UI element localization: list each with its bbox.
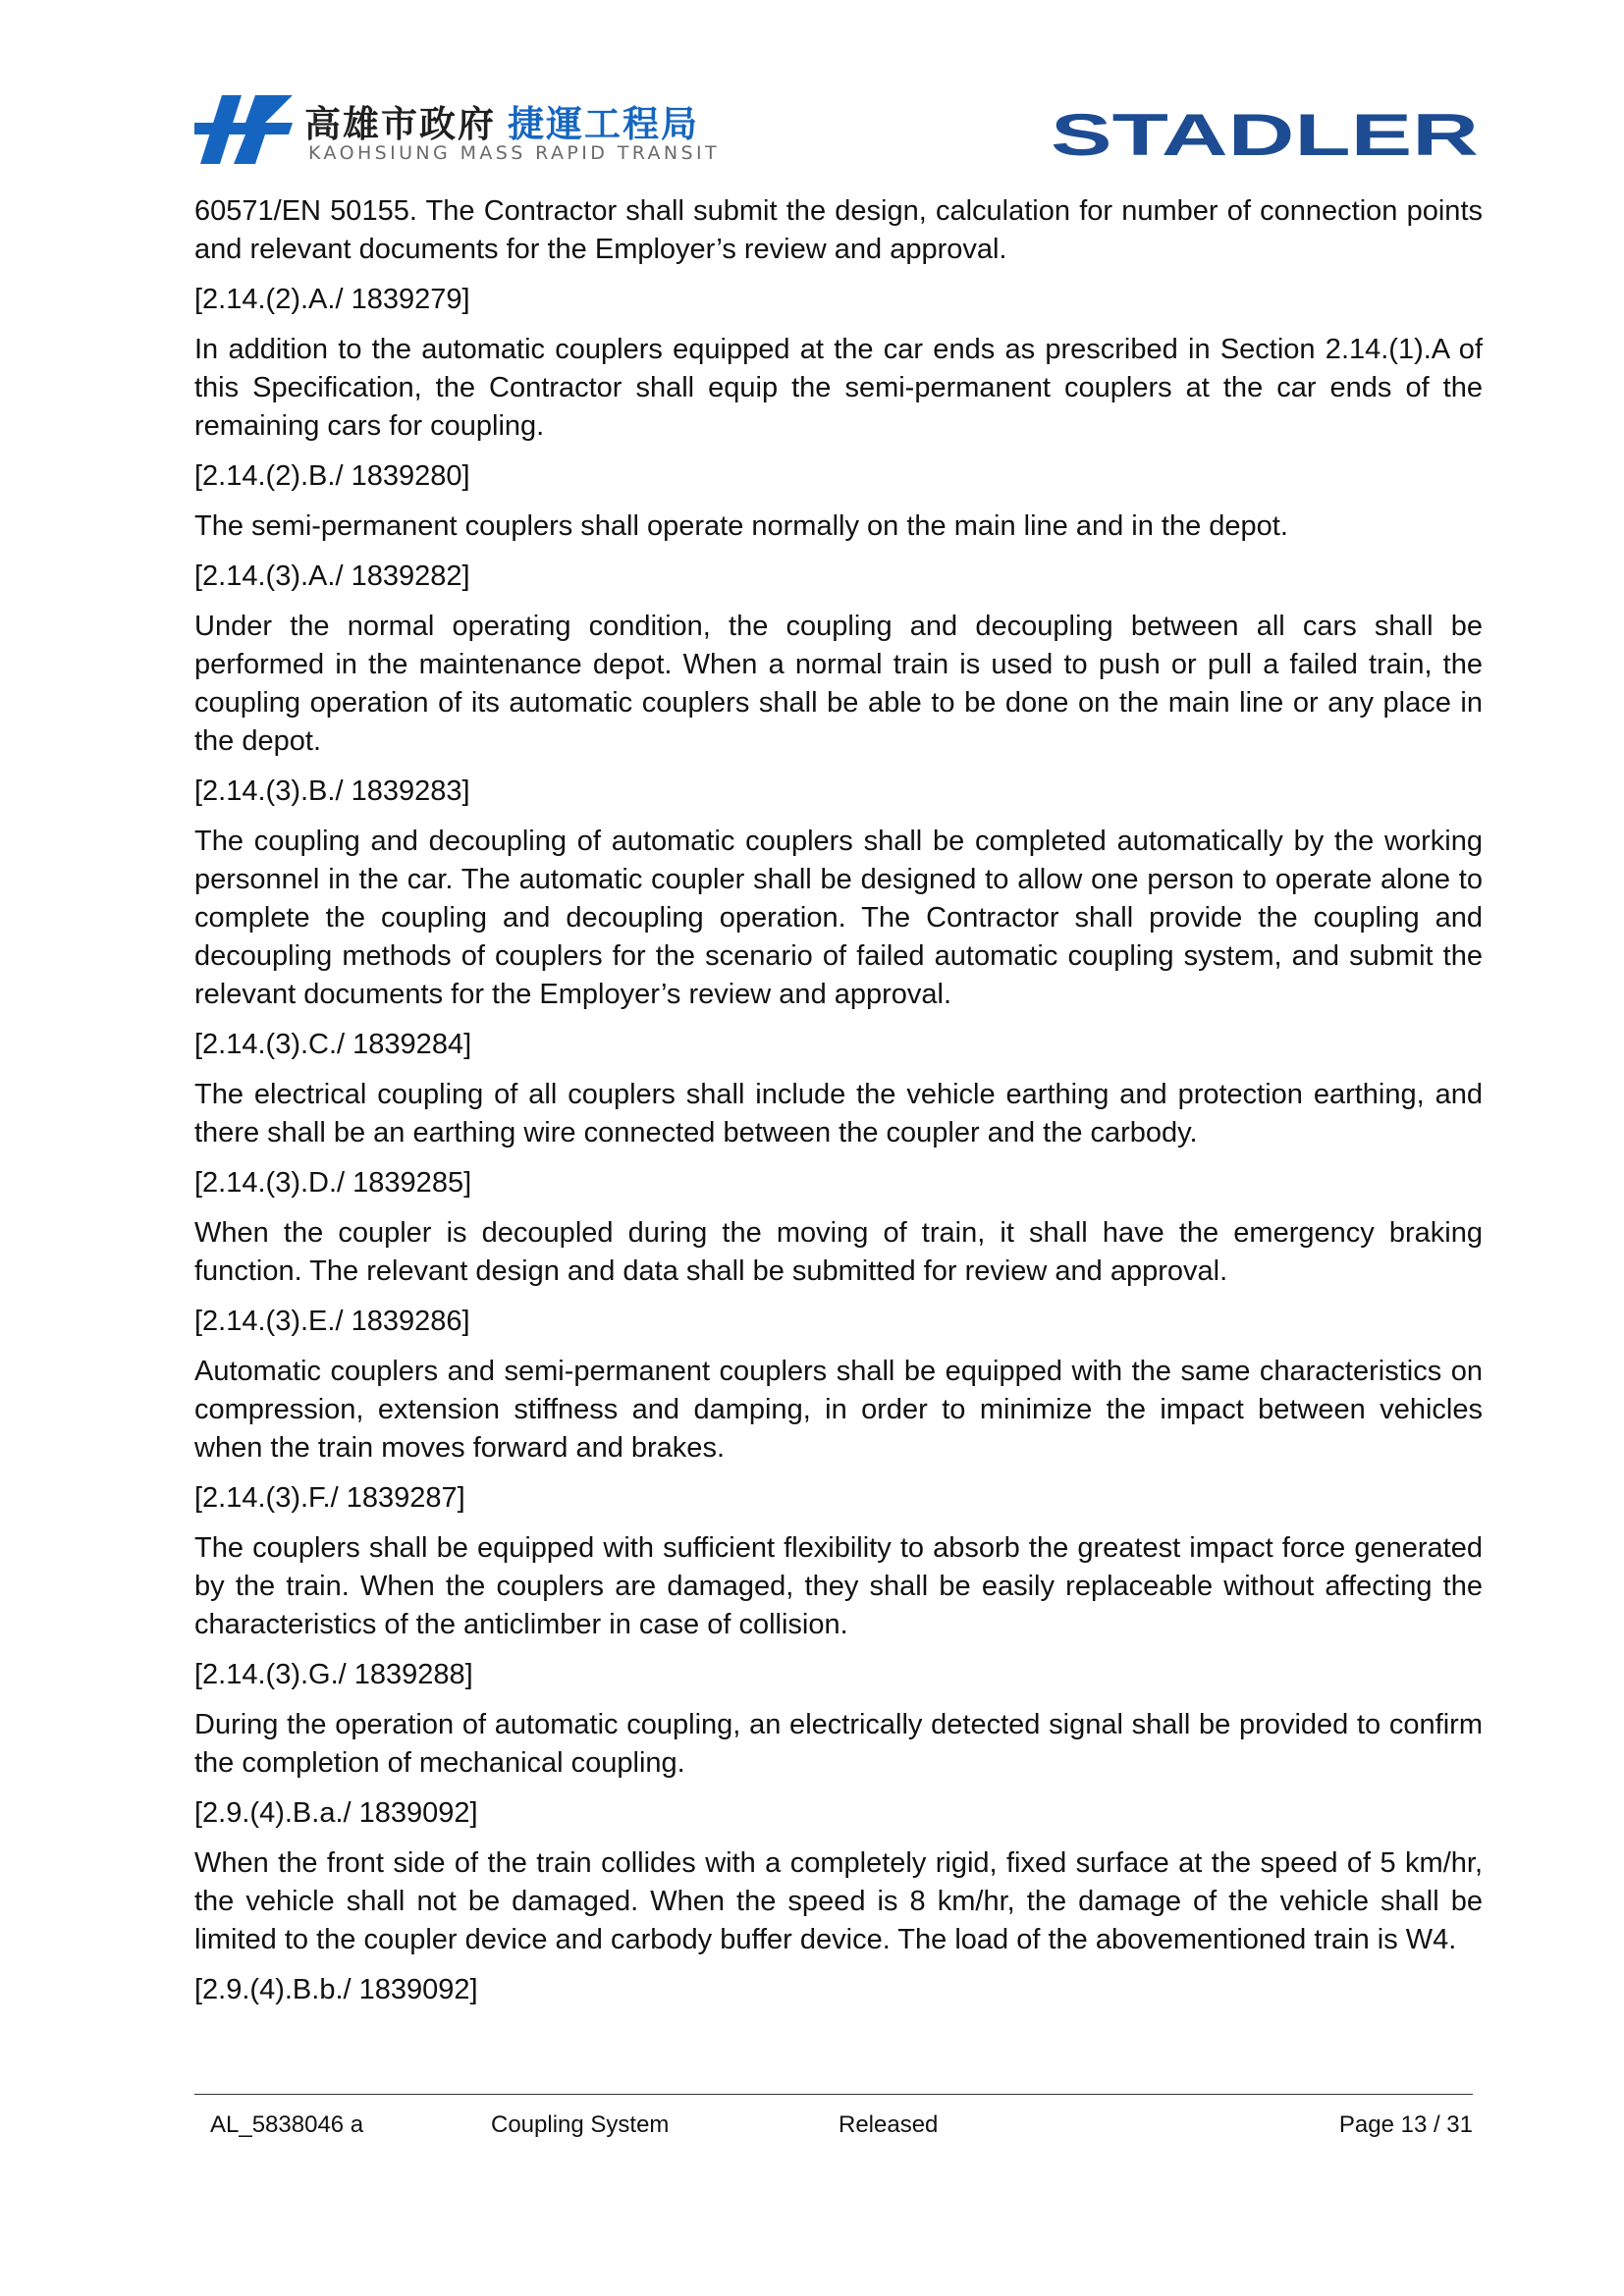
stadler-wordmark: STADLER — [1051, 106, 1479, 161]
requirement-reference: [2.14.(3).C./ 1839284] — [194, 1029, 472, 1060]
body-paragraph: Under the normal operating condition, the coupling and decoupling between all cars shall be performed in the maintenance depot. When a normal train is used to push or pull a failed train, the coupling operation of its automatic couplers shall be able to be done on the main line or any place in the depot. — [194, 611, 1483, 757]
requirement-reference: [2.14.(3).D./ 1839285] — [194, 1167, 472, 1199]
requirement-reference: [2.14.(3).G./ 1839288] — [194, 1659, 473, 1690]
body-paragraph: The semi-permanent couplers shall operate normally on the main line and in the depot. — [194, 510, 1288, 542]
body-paragraph: In addition to the automatic couplers equipped at the car ends as prescribed in Section 2.14.(1).A of this Specification, the Contractor shall equip the semi-permanent couplers at the car ends of the remaining cars for coupling. — [194, 334, 1483, 442]
body-paragraph: The couplers shall be equipped with sufficient flexibility to absorb the greatest impact force generated by the train. When the couplers are damaged, they shall be easily replaceable without affecting the characteristics of the anticlimber in case of collision. — [194, 1532, 1483, 1640]
body-paragraph: The electrical coupling of all couplers shall include the vehicle earthing and protection earthing, and there shall be an earthing wire connected between the coupler and the carbody. — [194, 1079, 1483, 1148]
page-header — [0, 0, 1624, 182]
requirement-reference: [2.9.(4).B.a./ 1839092] — [194, 1797, 478, 1829]
kmrt-english-name: KAOHSIUNG MASS RAPID TRANSIT — [308, 142, 721, 164]
body-paragraph: When the front side of the train collides with a completely rigid, fixed surface at the speed of 5 km/hr, the vehicle shall not be damaged. When the speed is 8 km/hr, the damage of the vehicle shall be limited to the coupler device and carbody buffer device. The load of the abovementioned train is W4. — [194, 1847, 1483, 1955]
footer-document-title: Coupling System — [491, 2111, 670, 2138]
body-paragraph: 60571/EN 50155. The Contractor shall submit the design, calculation for number of connection points and relevant documents for the Employer’s review and approval. — [194, 195, 1483, 265]
stadler-logo — [1049, 106, 1481, 161]
kmrt-logo-mark-icon — [194, 93, 302, 166]
requirement-reference: [2.9.(4).B.b./ 1839092] — [194, 1974, 478, 2005]
footer-document-id: AL_5838046 a — [210, 2111, 364, 2138]
kmrt-logo — [194, 93, 721, 172]
body-paragraph: Automatic couplers and semi-permanent couplers shall be equipped with the same characteristics on compression, extension stiffness and damping, in order to minimize the impact between vehicles when the train moves forward and brakes. — [194, 1356, 1483, 1464]
footer-status: Released — [839, 2111, 939, 2138]
requirement-reference: [2.14.(3).B./ 1839283] — [194, 775, 470, 807]
kmrt-chinese-name — [304, 94, 699, 147]
requirement-reference: [2.14.(3).F./ 1839287] — [194, 1482, 465, 1514]
requirement-reference: [2.14.(2).B./ 1839280] — [194, 460, 470, 492]
document-body — [194, 192, 1483, 2021]
body-paragraph: When the coupler is decoupled during the moving of train, it shall have the emergency braking function. The relevant design and data shall be submitted for review and approval. — [194, 1217, 1483, 1287]
requirement-reference: [2.14.(3).E./ 1839286] — [194, 1306, 470, 1337]
kmrt-name-cn-part1: 高雄市政府 — [304, 103, 496, 145]
requirement-reference: [2.14.(3).A./ 1839282] — [194, 561, 470, 592]
requirement-reference: [2.14.(2).A./ 1839279] — [194, 284, 470, 315]
body-paragraph: During the operation of automatic coupling, an electrically detected signal shall be provided to confirm the completion of mechanical coupling. — [194, 1709, 1483, 1779]
body-paragraph: The coupling and decoupling of automatic couplers shall be completed automatically by the working personnel in the car. The automatic coupler shall be designed to allow one person to operate alone to complete the coupling and decoupling operation. The Contractor shall provide the coupling and decoupling methods of couplers for the scenario of failed automatic coupling system, and submit the relevant documents for the Employer’s review and approval. — [194, 826, 1483, 1010]
footer-divider — [194, 2094, 1473, 2095]
kmrt-name-cn-part2: 捷運工程局 — [508, 103, 699, 145]
footer-page-number: Page 13 / 31 — [1338, 2111, 1473, 2138]
